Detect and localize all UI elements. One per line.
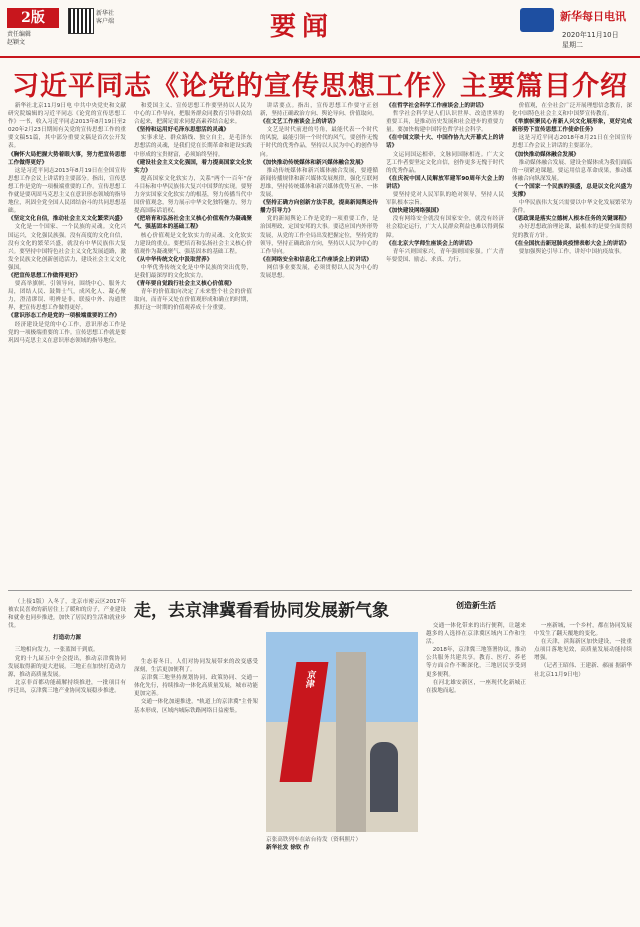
subheading: 《坚定文化自信，推动社会主义文化繁荣兴盛》 bbox=[8, 216, 126, 223]
xinhua-logo-icon bbox=[520, 8, 554, 32]
paragraph: 实事求是、群众路线、独立自主，是毛泽东思想活的灵魂，是我们党在长期革命和建设实践中形成的宝贵财富，必须始终坚持。 bbox=[134, 135, 252, 158]
issue-weekday: 星期二 bbox=[562, 41, 583, 49]
subheading: 《加快建设网络强国》 bbox=[386, 208, 442, 215]
photo-station-sign bbox=[280, 662, 329, 782]
paragraph: 新华社北京11月9日电 中共中央党史和文献研究院编辑的习近平同志《论党的宣传思想工作》一书，收入习近平同志2013年8月19日至2020年2月23日期间有关党的宣传思想工作的重要文稿51篇，其中部分重要文稿是首次公开发表。 bbox=[8, 103, 126, 150]
editor-label: 责任编辑 bbox=[7, 31, 32, 38]
qr-caption-line-1: 新华社 bbox=[96, 10, 115, 17]
subheading: 《胸怀大局把握大势着眼大事，努力把宣传思想工作做得更好》 bbox=[8, 151, 126, 166]
article-column-2 bbox=[134, 102, 252, 582]
photo-caption-text: 京张高铁列车在站台待发（资料照片） bbox=[266, 837, 362, 843]
paragraph: 党的十九届五中全会提出，推动京津冀协同发展取得新的更大进展。三地正在加快打造动力源，推动高质量发展。 bbox=[8, 655, 126, 678]
subheading: 《坚持正确方向创新方法手段，提高新闻舆论传播力引导力》 bbox=[260, 200, 378, 215]
subheading: 《把培育和弘扬社会主义核心价值观作为凝魂聚气、强基固本的基础工程》 bbox=[134, 216, 252, 231]
paragraph: 网信事业要发展，必须贯彻以人民为中心的发展思想。 bbox=[260, 264, 378, 279]
paragraph: （记者王昭伟、王建新、郝丽 据新华社北京11月9日电） bbox=[534, 663, 632, 678]
page-header bbox=[0, 0, 640, 54]
photo-credit: 新华社发 徐钦 作 bbox=[266, 845, 310, 851]
subheading: 《坚持和运用好毛泽东思想活的灵魂》 bbox=[134, 127, 230, 134]
subheading: 《加快推动媒体融合发展》 bbox=[512, 151, 580, 158]
subheading: 《在北京大学师生座谈会上的讲话》 bbox=[386, 240, 476, 247]
paragraph: 中华民族伟大复兴需要以中华文化发展繁荣为条件。 bbox=[512, 200, 632, 215]
subheading: 《在庆祝中国人民解放军建军90周年大会上的讲话》 bbox=[386, 175, 504, 190]
paragraph: 要高举旗帜、引领导向，围绕中心、服务大局，团结人民、鼓舞士气，成风化人、凝心聚力，澄清谬误、明辨是非，联接中外、沟通世界，把宣传思想工作做得更好。 bbox=[8, 281, 126, 312]
article-column-5 bbox=[512, 102, 632, 582]
subheading: 《建设社会主义文化强国，着力提高国家文化软实力》 bbox=[134, 159, 252, 174]
page-number-badge: 2版 bbox=[7, 8, 59, 28]
article-column-4 bbox=[386, 102, 504, 582]
paragraph: 交通一体化带来的出行便利，让越来越多的人选择在京津冀区域内工作和生活。 bbox=[426, 623, 526, 646]
feature-right-column-1 bbox=[426, 622, 526, 920]
qr-caption-line-2: 客户端 bbox=[96, 18, 115, 25]
paragraph: 价值观，在全社会广泛开展理想信念教育，深化中国特色社会主义和中国梦宣传教育。 bbox=[512, 103, 632, 118]
subheading: 《一个国家一个民族的强盛，总是以文化兴盛为支撑》 bbox=[512, 183, 632, 199]
photo-sign-text: 京津 bbox=[303, 670, 316, 688]
main-headline: 习近平同志《论党的宣传思想工作》主要篇目介绍 bbox=[12, 71, 628, 102]
paragraph: 文化是一个国家、一个民族的灵魂。文化兴国运兴，文化强民族强。没有高度的文化自信，没有文化的繁荣兴盛，就没有中华民族伟大复兴。要坚持中国特色社会主义文化发展道路，激发全民族文化创新创造活力，建设社会主义文化强国。 bbox=[8, 224, 126, 271]
subheading: 《把宣传思想工作做得更好》 bbox=[8, 272, 81, 279]
subheading: 《在文艺工作座谈会上的讲话》 bbox=[260, 119, 339, 126]
header-rule bbox=[0, 56, 640, 58]
subheading: 《在哲学社会科学工作座谈会上的讲话》 bbox=[386, 103, 487, 109]
section-title: 要闻 bbox=[270, 12, 335, 42]
paragraph: 三地相向发力，一张蓝图干到底。 bbox=[14, 647, 99, 654]
paragraph: 要加强舆论引导工作，讲好中国抗疫故事。 bbox=[518, 248, 626, 255]
subheading: 《在网络安全和信息化工作座谈会上的讲话》 bbox=[260, 256, 372, 263]
subheading: 《意识形态工作是党的一项极端重要的工作》 bbox=[8, 313, 120, 320]
right-section-title: 创造新生活 bbox=[456, 601, 496, 610]
subheading: 《从中华传统文化中汲取营养》 bbox=[134, 256, 213, 263]
qr-caption bbox=[96, 10, 114, 26]
feature-left-column bbox=[8, 598, 126, 920]
paragraph: （上接1版）入冬了，北京市密云区2017年被农民喜欢的新居住上了暖和的房子，产业建设和就业也同步推进，加快了居民的生活和就业步伐。 bbox=[8, 599, 126, 630]
paragraph: 讲话要点。指出，宣传思想工作要守正创新，坚持正确政治方向、舆论导向、价值取向。 bbox=[260, 103, 378, 118]
paragraph: 推动媒体融合发展、建设全媒体成为我们面临的一项紧迫课题。要运用信息革命成果，推动媒体融合向纵深发展。 bbox=[512, 159, 632, 182]
subheading: 《在中国文联十大、中国作协九大开幕式上的讲话》 bbox=[386, 135, 504, 150]
paragraph: 京津冀三地坚持规划协同、政策协同、交通一体化先行，持续推动一体化高质量发展，城市功能更加完善。 bbox=[134, 675, 258, 698]
paragraph: 和爱国主义、宣传思想工作要坚持以人民为中心的工作导向，把服务群众同教育引导群众结合起来，把满足需求同提高素养结合起来。 bbox=[134, 103, 252, 126]
section-divider bbox=[8, 590, 632, 591]
paragraph: 经济建设是党的中心工作，意识形态工作是党的一项极端重要的工作。宣传思想工作就是要巩固马克思主义在意识形态领域的指导地位。 bbox=[8, 321, 126, 344]
paragraph: 文艺是时代前进的号角，最能代表一个时代的风貌，最能引领一个时代的风气。要创作无愧于时代的优秀作品，坚持以人民为中心的创作导向。 bbox=[260, 127, 378, 158]
qr-code-icon[interactable] bbox=[68, 8, 94, 34]
editor-name: 赵颖文 bbox=[7, 39, 26, 46]
right-section-header bbox=[426, 600, 526, 618]
paragraph: 青年的价值取向决定了未来整个社会的价值取向，而青年又处在价值观形成和确立的时期，抓好这一时期的价值观养成十分重要。 bbox=[134, 289, 252, 312]
paragraph: 这是习近平同志2018年8月21日在全国宣传思想工作会议上讲话的主要部分。 bbox=[512, 135, 632, 150]
subheading: 《青年要自觉践行社会主义核心价值观》 bbox=[134, 281, 235, 288]
feature-middle-column bbox=[134, 658, 258, 920]
paragraph: 青年兴则国家兴，青年强则国家强。广大青年要爱国、励志、求真、力行。 bbox=[386, 248, 504, 263]
paragraph: 核心价值观是文化软实力的灵魂、文化软实力建设的重点。要把培育和弘扬社会主义核心价值观作为凝魂聚气、强基固本的基础工程。 bbox=[134, 232, 252, 255]
subheading: 《加快推动传统媒体和新兴媒体融合发展》 bbox=[260, 159, 367, 166]
paragraph: 在河北雄安新区，一座现代化新城正在拔地而起。 bbox=[426, 679, 526, 694]
paragraph: 没有网络安全就没有国家安全，就没有经济社会稳定运行，广大人民群众利益也难以得到保障。 bbox=[386, 216, 504, 239]
photo-caption bbox=[266, 836, 418, 852]
subheading: 《举旗帜聚民心育新人兴文化展形象，更好完成新形势下宣传思想工作使命任务》 bbox=[512, 119, 632, 134]
feature-right-column-2 bbox=[534, 622, 632, 920]
paragraph: 文运同国运相牵，文脉同国脉相连。广大文艺工作者要坚定文化自信，创作更多无愧于时代的优秀作品。 bbox=[386, 151, 504, 174]
article-column-1 bbox=[8, 102, 126, 582]
feature-photo bbox=[266, 632, 418, 832]
paragraph: 办好思想政治理论课，最根本的是要全面贯彻党的教育方针。 bbox=[512, 224, 632, 239]
masthead: 新华每日电讯 bbox=[560, 10, 626, 23]
paragraph: 提高国家文化软实力，关系"两个一百年"奋斗目标和中华民族伟大复兴中国梦的实现。要努力夯实国家文化软实力的根基，努力传播当代中国价值观念，努力展示中华文化独特魅力，努力提高国际话语权。 bbox=[134, 175, 252, 215]
paragraph: 推动传统媒体和新兴媒体融合发展，要遵循新闻传播规律和新兴媒体发展规律，强化互联网思维，坚持传统媒体和新兴媒体优势互补、一体发展。 bbox=[260, 167, 378, 199]
editor-info bbox=[7, 31, 31, 47]
subheading: 《思政课是落实立德树人根本任务的关键课程》 bbox=[512, 216, 630, 223]
paragraph: 党的新闻舆论工作是党的一项重要工作，是治国理政、定国安邦的大事。要适应国内外形势发展，从党的工作全局出发把握定位，坚持党的领导，坚持正确政治方向，坚持以人民为中心的工作导向。 bbox=[260, 216, 378, 255]
paragraph: 中华优秀传统文化是中华民族的突出优势，是我们最深厚的文化软实力。 bbox=[134, 264, 252, 279]
photo-person bbox=[370, 742, 398, 812]
article-column-3 bbox=[260, 102, 378, 582]
photo-pillar bbox=[336, 652, 366, 832]
paragraph: 北京非首都功能疏解持续推进，一批项目有序迁出，京津冀三地产业协同发展稳步推进。 bbox=[8, 679, 126, 694]
paragraph: 哲学社会科学是人们认识世界、改造世界的重要工具，是推动历史发展和社会进步的重要力量。要加快构建中国特色哲学社会科学。 bbox=[386, 111, 504, 134]
subheading: 《在全国抗击新冠肺炎疫情表彰大会上的讲话》 bbox=[512, 240, 630, 247]
paragraph: 交通一体化加速推进，"轨道上的京津冀"主骨架基本形成，区域内城际铁路网络日益密集。 bbox=[134, 699, 258, 714]
top-article bbox=[8, 102, 632, 582]
issue-date: 2020年11月10日 bbox=[562, 31, 619, 39]
paragraph: 一座新城，一个乡村，都在协同发展中发生了翻天覆地的变化。 bbox=[534, 623, 632, 638]
paragraph: 2018年，京津冀三地签署协议，推动公共服务共建共享。教育、医疗、养老等方面合作不断深化，三地居民享受到更多便利。 bbox=[426, 647, 526, 678]
feature-headline: 走，去京津冀看看协同发展新气象 bbox=[134, 601, 389, 621]
subheading: 打造动力源 bbox=[53, 635, 81, 642]
paragraph: 在天津，滨海新区加快建设，一批重点项目落地见效，高质量发展动能持续增强。 bbox=[534, 639, 632, 662]
paragraph: 这是习近平同志2013年8月19日在全国宣传思想工作会议上讲话的主要部分。指出，宣传思想工作是党的一项极端重要的工作。宣传思想工作就是要巩固马克思主义在意识形态领域的指导地位，巩固全党全国人民团结奋斗的共同思想基础。 bbox=[8, 167, 126, 215]
paragraph: 要坚持党对人民军队的绝对领导，坚持人民军队根本宗旨。 bbox=[386, 192, 504, 207]
paragraph: 生态着冬日，人们对协同发展带来的改变感受深刻，生活更加便利了。 bbox=[134, 659, 258, 674]
